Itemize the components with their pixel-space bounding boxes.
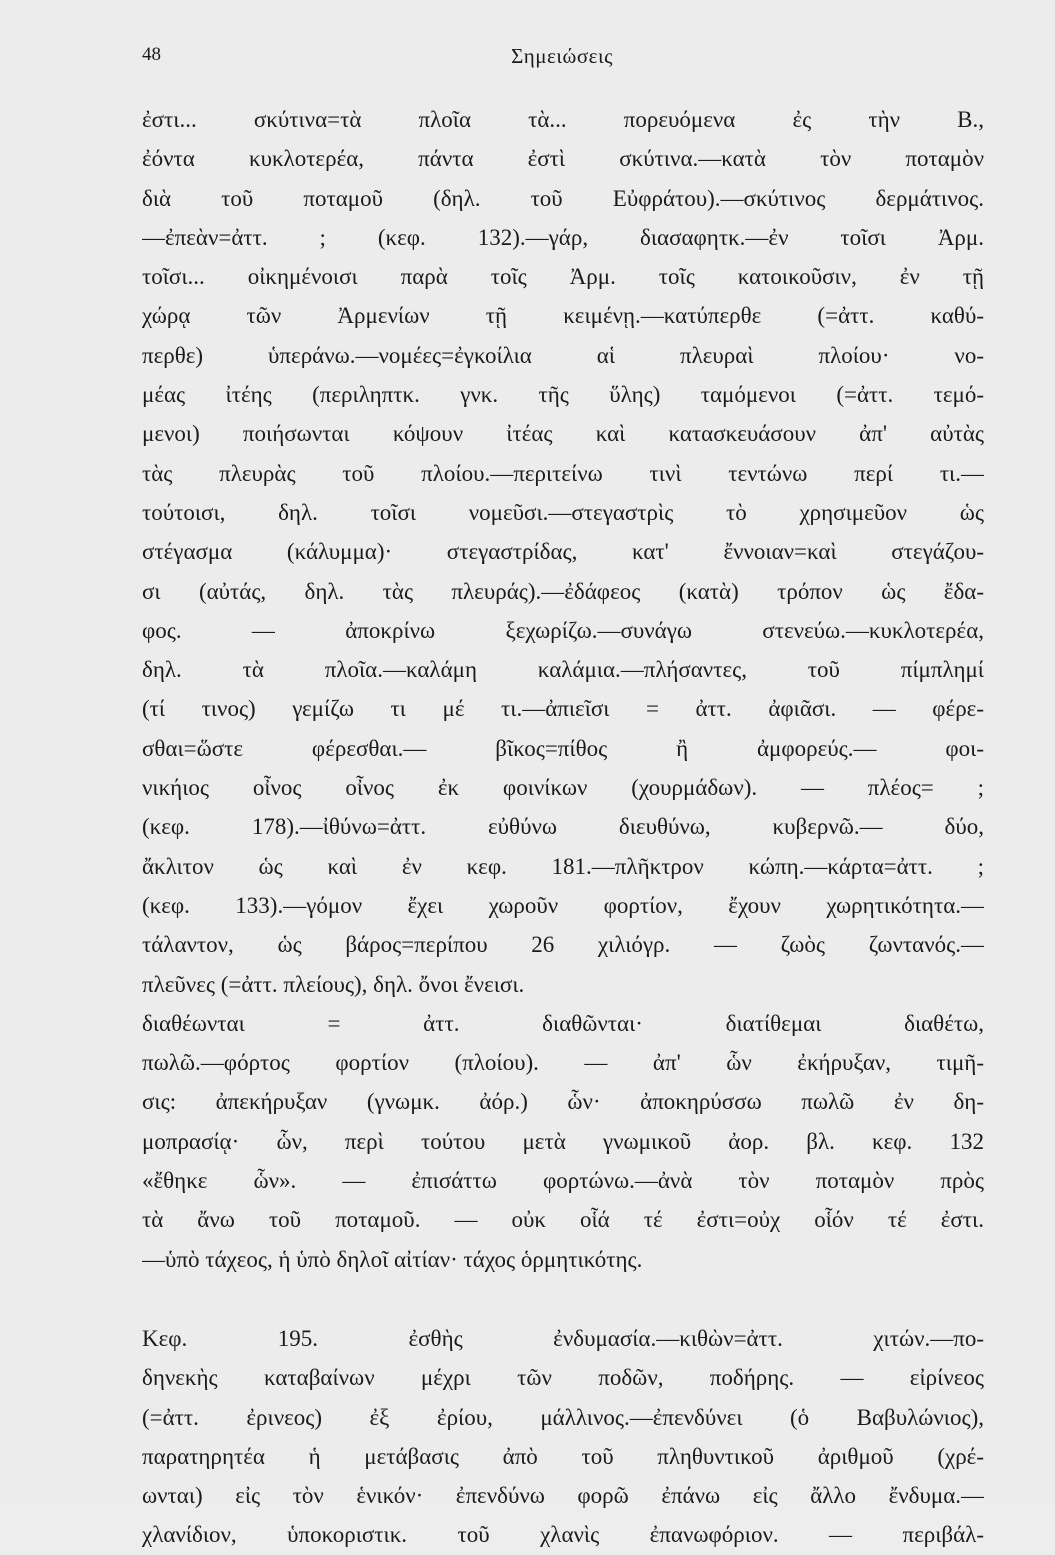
text-line: ἄκλιτον ὡς καὶ ἐν κεφ. 181.—πλῆκτρον κώπη.—κάρτα=ἀττ. ;	[142, 853, 984, 879]
text-line: μοπρασίᾳ· ὧν, περὶ τούτου μετὰ γνωμικοῦ ἀορ. βλ. κεφ. 132	[142, 1128, 984, 1154]
text-line: σθαι=ὥστε φέρεσθαι.— βῖκος=πίθος ἢ ἀμφορεύς.— φοι-	[142, 735, 984, 761]
text-line: (τί τινος) γεμίζω τι μέ τι.—ἀπιεῖσι = ἀττ. ἀφιᾶσι. — φέρε-	[142, 696, 984, 722]
text-line: τοῖσι... οἰκημένοισι παρὰ τοῖς Ἀρμ. τοῖς κατοικοῦσιν, ἐν τῇ	[142, 264, 984, 290]
text-line: ἐστι... σκύτινα=τὰ πλοῖα τὰ... πορευόμενα ἐς τὴν Β.,	[142, 107, 984, 132]
text-line: μενοι) ποιήσωνται κόψουν ἰτέας καὶ κατασκευάσουν ἀπ' αὐτὰς	[142, 421, 984, 447]
text-line: χλανίδιον, ὑποκοριστικ. τοῦ χλανὶς ἐπανωφόριον. — περιβάλ-	[142, 1522, 984, 1548]
text-line: τάλαντον, ὡς βάρος=περίπου 26 χιλιόγρ. — ζωὸς ζωντανός.—	[142, 932, 984, 958]
text-line: χώρᾳ τῶν Ἀρμενίων τῇ κειμένῃ.—κατύπερθε (=ἀττ. καθύ-	[142, 303, 984, 329]
text-line: διαθέωνται = ἀττ. διαθῶνται· διατίθεμαι διαθέτω,	[142, 1010, 984, 1036]
text-line: δηνεκὴς καταβαίνων μέχρι τῶν ποδῶν, ποδήρης. — εἰρίνεος	[142, 1365, 984, 1391]
text-line: ἐόντα κυκλοτερέα, πάντα ἐστὶ σκύτινα.—κατὰ τὸν ποταμὸν	[142, 146, 984, 172]
text-line: μέας ἰτέης (περιληπτκ. γνκ. τῆς ὕλης) ταμόμενοι (=ἀττ. τεμό-	[142, 382, 984, 408]
text-line: δηλ. τὰ πλοῖα.—καλάμη καλάμια.—πλήσαντες, τοῦ πίμπλημί	[142, 657, 984, 683]
page-number: 48	[142, 44, 161, 65]
paragraph-1	[142, 100, 984, 1004]
text-line: (κεφ. 133).—γόμον ἔχει χωροῦν φορτίον, ἔχουν χωρητικότητα.—	[142, 892, 984, 918]
paragraph-spacer	[142, 1279, 984, 1319]
text-line: πωλῶ.—φόρτος φορτίον (πλοίου). — ἀπ' ὧν ἐκήρυξαν, τιμῆ-	[142, 1050, 984, 1076]
paragraph-3	[142, 1319, 984, 1555]
text-line: τούτοισι, δηλ. τοῖσι νομεῦσι.—στεγαστρὶς τὸ χρησιμεῦον ὡς	[142, 499, 984, 525]
text-line: Κεφ. 195. ἐσθὴς ἐνδυμασία.—κιθὼν=ἀττ. χιτών.—πο-	[142, 1325, 984, 1351]
text-line: πλεῦνες (=ἀττ. πλείους), δηλ. ὄνοι ἔνεισι.	[142, 971, 525, 997]
text-line: «ἔθηκε ὧν». — ἐπισάττω φορτώνω.—ἀνὰ τὸν ποταμὸν πρὸς	[142, 1168, 984, 1194]
text-line: σις: ἀπεκήρυξαν (γνωμκ. ἀόρ.) ὧν· ἀποκηρύσσω πωλῶ ἐν δη-	[142, 1089, 984, 1115]
text-line: τὰς πλευρὰς τοῦ πλοίου.—περιτείνω τινὶ τεντώνω περί τι.—	[142, 460, 984, 486]
text-line: παρατηρητέα ἡ μετάβασις ἀπὸ τοῦ πληθυντικοῦ ἀριθμοῦ (χρέ-	[142, 1443, 984, 1469]
text-line: (=ἀττ. ἐρινεος) ἐξ ἐρίου, μάλλινος.—ἐπενδύνει (ὁ Βαβυλώνιος),	[142, 1404, 984, 1430]
text-line: νικήιος οἶνος οἶνος ἐκ φοινίκων (χουρμάδων). — πλέος= ;	[142, 775, 984, 801]
text-line: στέγασμα (κάλυμμα)· στεγαστρίδας, κατ' ἔννοιαν=καὶ στεγάζου-	[142, 539, 984, 565]
text-line: τὰ ἄνω τοῦ ποταμοῦ. — οὐκ οἷά τέ ἐστι=οὐχ οἷόν τέ ἐστι.	[142, 1207, 984, 1233]
text-line: —ὑπὸ τάχεος, ἡ ὑπὸ δηλοῖ αἰτίαν· τάχος ὁρμητικότης.	[142, 1246, 643, 1272]
paragraph-2	[142, 1004, 984, 1279]
text-line: (κεφ. 178).—ἰθύνω=ἀττ. εὐθύνω διευθύνω, κυβερνῶ.— δύο,	[142, 814, 984, 840]
text-line: διὰ τοῦ ποταμοῦ (δηλ. τοῦ Εὐφράτου).—σκύτινος δερμάτινος.	[142, 185, 984, 211]
page-header	[142, 44, 982, 74]
text-line: φος. — ἀποκρίνω ξεχωρίζω.—συνάγω στενεύω.—κυκλοτερέα,	[142, 617, 984, 643]
text-line: σι (αὐτάς, δηλ. τὰς πλευράς).—ἐδάφεος (κατὰ) τρόπον ὡς ἔδα-	[142, 578, 984, 604]
text-line: περθε) ὑπεράνω.—νομέες=ἐγκοίλια αἱ πλευραὶ πλοίου· νο-	[142, 342, 984, 368]
text-line: —ἐπεὰν=ἀττ. ; (κεφ. 132).—γάρ, διασαφητκ.—ἐν τοῖσι Ἀρμ.	[142, 224, 984, 250]
notes-body	[142, 100, 984, 1555]
running-head: Σημειώσεις	[511, 44, 613, 68]
text-line: ωνται) εἰς τὸν ἑνικόν· ἐπενδύνω φορῶ ἐπάνω εἰς ἄλλο ἔνδυμα.—	[142, 1483, 984, 1509]
